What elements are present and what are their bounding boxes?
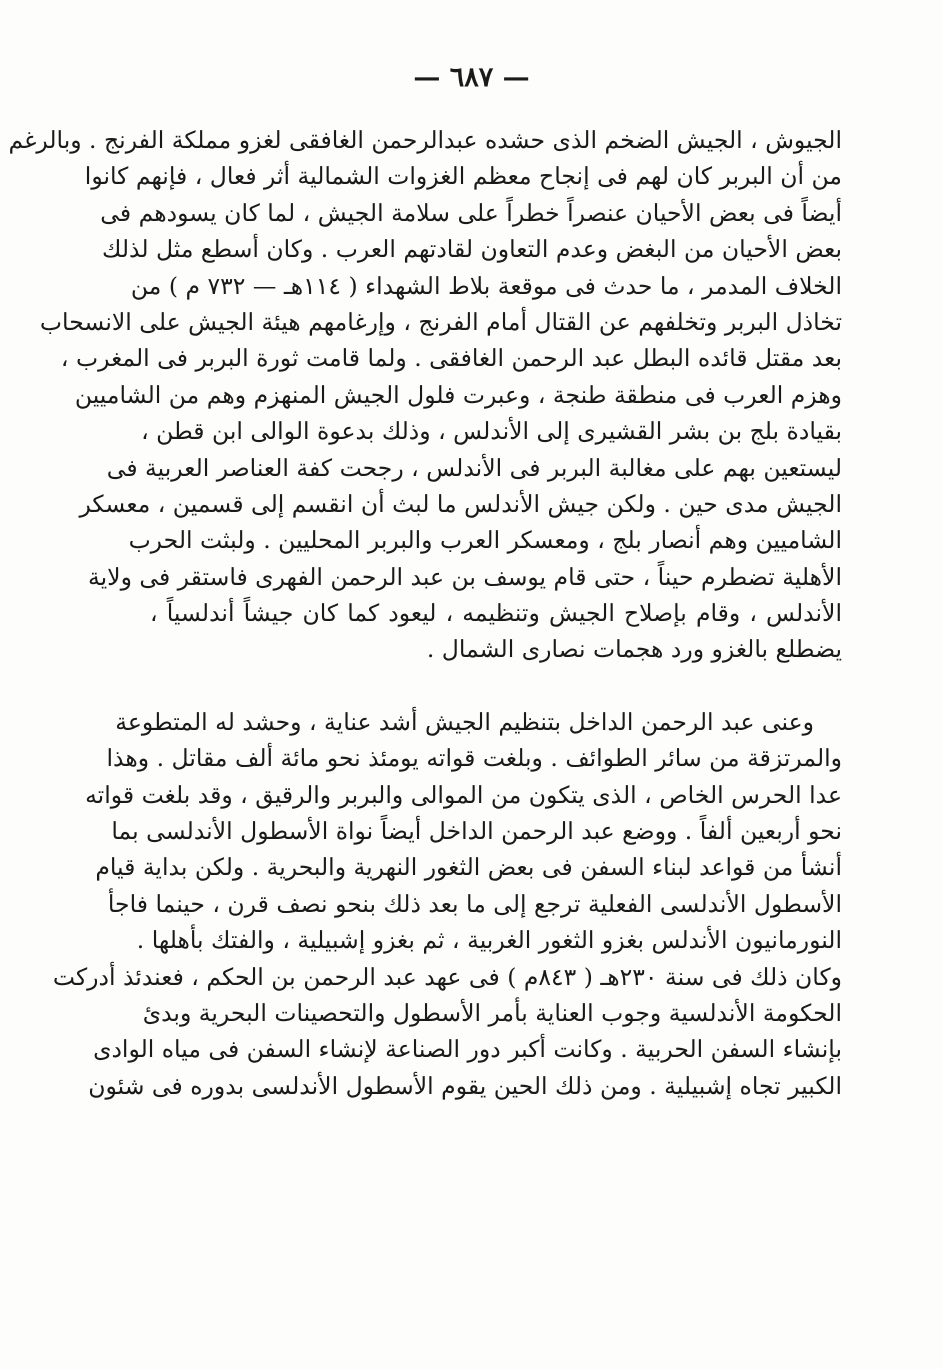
text-line: الأندلس ، وقام بإصلاح الجيش وتنظيمه ، ليعود كما كان جيشاً أندلسياً ،: [150, 599, 842, 628]
text-line: عدا الحرس الخاص ، الذى يتكون من الموالى والبربر والرقيق ، وقد بلغت قواته: [85, 780, 842, 809]
text-line: نحو أربعين ألفاً . ووضع عبد الرحمن الداخل أيضاً نواة الأسطول الأندلسى بما: [111, 817, 842, 846]
text-line: وهزم العرب فى منطقة طنجة ، وعبرت فلول الجيش المنهزم وهم من الشاميين: [74, 380, 842, 409]
text-line: بقيادة بلج بن بشر القشيرى إلى الأندلس ، وذلك بدعوة الوالى ابن قطن ،: [141, 417, 842, 446]
text-line: النورمانيون الأندلس بغزو الثغور الغربية ، ثم بغزو إشبيلية ، والفتك بأهلها .: [136, 926, 842, 955]
text-line: الأهلية تضطرم حيناً ، حتى قام يوسف بن عبد الرحمن الفهرى فاستقر فى ولاية: [88, 562, 842, 591]
text-line: وعنى عبد الرحمن الداخل بتنظيم الجيش أشد عناية ، وحشد له المتطوعة: [115, 707, 814, 736]
text-line: الجيوش ، الجيش الضخم الذى حشده عبدالرحمن الغافقى لغزو مملكة الفرنج . وبالرغم: [8, 126, 842, 154]
text-line: الجيش مدى حين . ولكن جيش الأندلس ما لبث أن انقسم إلى قسمين ، معسكر: [79, 489, 842, 518]
text-line: الخلاف المدمر ، ما حدث فى موقعة بلاط الشهداء ( ١١٤هـ — ٧٣٢ م ) من: [130, 271, 842, 300]
text-line: أيضاً فى بعض الأحيان عنصراً خطراً على سلامة الجيش ، لما كان يسودهم فى: [100, 198, 842, 227]
paragraph-gap: [150, 668, 842, 704]
text-line: والمرتزقة من سائر الطوائف . وبلغت قواته يومئذ نحو مائة ألف مقاتل . وهذا: [106, 744, 842, 773]
text-line: بإنشاء السفن الحربية . وكانت أكبر دور الصناعة لإنشاء السفن فى مياه الوادى: [93, 1035, 842, 1064]
text-line: الشاميين وهم أنصار بلج ، ومعسكر العرب والبربر المحليين . ولبثت الحرب: [128, 526, 842, 555]
body-text: [8, 122, 842, 1104]
text-line: وكان ذلك فى سنة ٢٣٠هـ ( ٨٤٣م ) فى عهد عبد الرحمن بن الحكم ، فعندئذ أدركت: [52, 962, 842, 991]
text-line: تخاذل البربر وتخلفهم عن القتال أمام الفرنج ، وإرغامهم هيئة الجيش على الانسحاب: [39, 307, 842, 336]
text-line: الحكومة الأندلسية وجوب العناية بأمر الأسطول والتحصينات البحرية وبدئ: [142, 998, 842, 1027]
text-line: أنشأ من قواعد لبناء السفن فى بعض الثغور النهرية والبحرية . ولكن بداية قيام: [95, 853, 842, 882]
paragraph-2: [52, 704, 842, 1104]
text-line: بعد مقتل قائده البطل عبد الرحمن الغافقى . ولما قامت ثورة البربر فى المغرب ،: [60, 344, 842, 373]
text-line: الكبير تجاه إشبيلية . ومن ذلك الحين يقوم الأسطول الأندلسى بدوره فى شئون: [88, 1071, 842, 1100]
text-line: يضطلع بالغزو ورد هجمات نصارى الشمال .: [426, 635, 842, 664]
text-line: ليستعين بهم على مغالبة البربر فى الأندلس ، رجحت كفة العناصر العربية فى: [106, 453, 842, 482]
text-line: الأسطول الأندلسى الفعلية ترجع إلى ما بعد ذلك بنحو نصف قرن ، حينما فاجأ: [107, 889, 842, 918]
text-line: من أن البربر كان لهم فى إنجاح معظم الغزوات الشمالية أثر فعال ، فإنهم كانوا: [84, 162, 842, 191]
page-number: — ٦٨٧ —: [413, 62, 530, 93]
paragraph-1: [8, 122, 842, 668]
text-line: بعض الأحيان من البغض وعدم التعاون لقادتهم العرب . وكان أسطع مثل لذلك: [102, 235, 842, 264]
